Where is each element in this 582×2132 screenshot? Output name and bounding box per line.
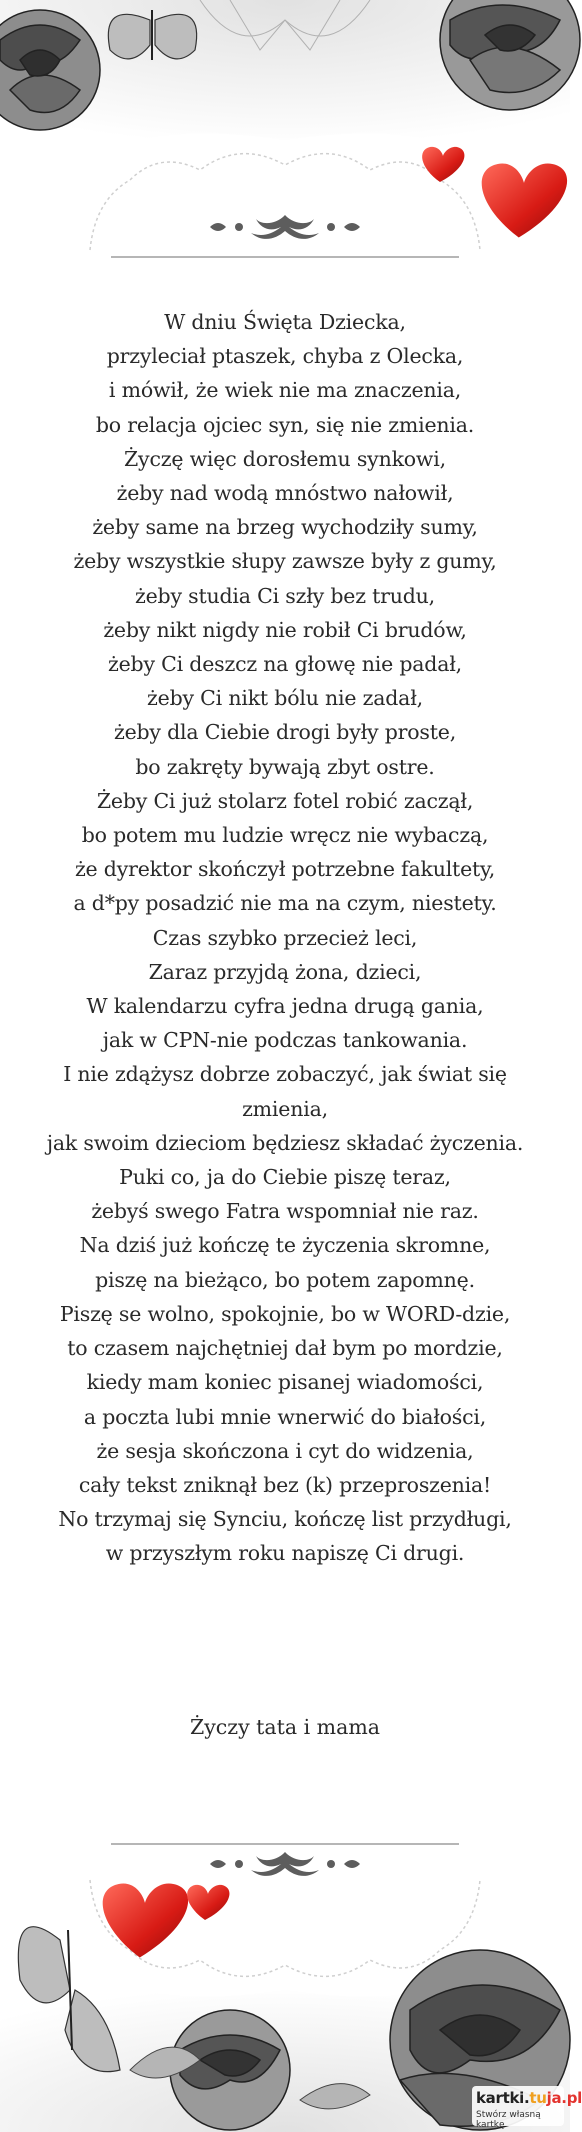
poem-line: W dniu Święta Dziecka, (164, 310, 406, 334)
poem-line: Piszę se wolno, spokojnie, bo w WORD-dzie, (59, 1301, 511, 1326)
poem-line: żeby wszystkie słupy zawsze były z gumy, (73, 549, 497, 574)
site-logo: kartki.tuja.pl (476, 2089, 582, 2107)
poem-line: to czasem najchętniej dał bym po mordzie, (67, 1336, 503, 1361)
ornament-divider-top (111, 205, 459, 265)
poem-line: bo relacja ojciec syn, się nie zmienia. (95, 412, 475, 437)
poem-line: że sesja skończona i cyt do widzenia, (96, 1438, 474, 1463)
poem-line: żeby Ci deszcz na głowę nie padał, (108, 652, 462, 677)
poem-line: Czas szybko przecież leci, (152, 925, 418, 950)
poem-line: żeby same na brzeg wychodziły sumy, (92, 515, 478, 540)
poem-line: zmienia, (242, 1096, 328, 1121)
poem-line: Zaraz przyjdą żona, dzieci, (148, 959, 422, 984)
site-tagline: Stwórz własną kartkę (476, 2110, 541, 2130)
poem-line: Puki co, ja do Ciebie piszę teraz, (119, 1165, 451, 1190)
poem-text (30, 305, 540, 1571)
poem-line: a poczta lubi mnie wnerwić do białości, (83, 1404, 487, 1429)
poem-line: W kalendarzu cyfra jedna drugą gania, (86, 994, 484, 1019)
site-watermark[interactable] (472, 2086, 582, 2130)
poem-line: a d*py posadzić nie ma na czym, niestety. (73, 891, 497, 916)
poem-line: bo potem mu ludzie wręcz nie wybaczą, (81, 823, 489, 848)
poem-line: jak swoim dzieciom będziesz składać życzenia. (46, 1130, 524, 1155)
butterfly-top-left (108, 10, 196, 60)
poem-line: Życzę więc dorosłemu synkowi, (124, 446, 446, 471)
poem-line: bo zakręty bywają zbyt ostre. (135, 754, 435, 779)
poem-line: i mówił, że wiek nie ma znaczenia, (108, 378, 462, 403)
poem-line: No trzymaj się Synciu, kończę list przydługi, (58, 1507, 512, 1532)
poem-line: jak w CPN-nie podczas tankowania. (102, 1028, 468, 1053)
poem-line: żeby Ci nikt bólu nie zadał, (147, 686, 423, 711)
poem-line: piszę na bieżąco, bo potem zapomnę. (95, 1267, 475, 1292)
heart-large-bottom (103, 1884, 188, 1958)
poem-line: żebyś swego Fatra wspomniał nie raz. (91, 1199, 479, 1224)
poem-line: Na dziś już kończę te życzenia skromne, (79, 1233, 491, 1258)
heart-small-bottom (187, 1885, 229, 1920)
signature: Życzy tata i mama (189, 1715, 381, 1739)
poem-line: żeby nad wodą mnóstwo nałowił, (116, 481, 454, 506)
poem-line: przyleciał ptaszek, chyba z Olecka, (106, 344, 464, 369)
poem-line: żeby nikt nigdy nie robił Ci brudów, (103, 617, 467, 642)
poem-line: żeby dla Ciebie drogi były proste, (113, 720, 457, 745)
poem-line: Żeby Ci już stolarz fotel robić zaczął, (96, 788, 474, 813)
poem-line: kiedy mam koniec pisanej wiadomości, (86, 1370, 484, 1395)
poem-line: że dyrektor skończył potrzebne fakultety, (74, 857, 496, 882)
poem-line: cały tekst zniknął bez (k) przeproszenia! (78, 1472, 492, 1497)
poem-line: I nie zdążysz dobrze zobaczyć, jak świat się (63, 1062, 507, 1087)
poem-line: żeby studia Ci szły bez trudu, (134, 583, 435, 608)
poem-line: w przyszłym roku napiszę Ci drugi. (105, 1541, 465, 1566)
rose-bottom-center (170, 2010, 290, 2130)
